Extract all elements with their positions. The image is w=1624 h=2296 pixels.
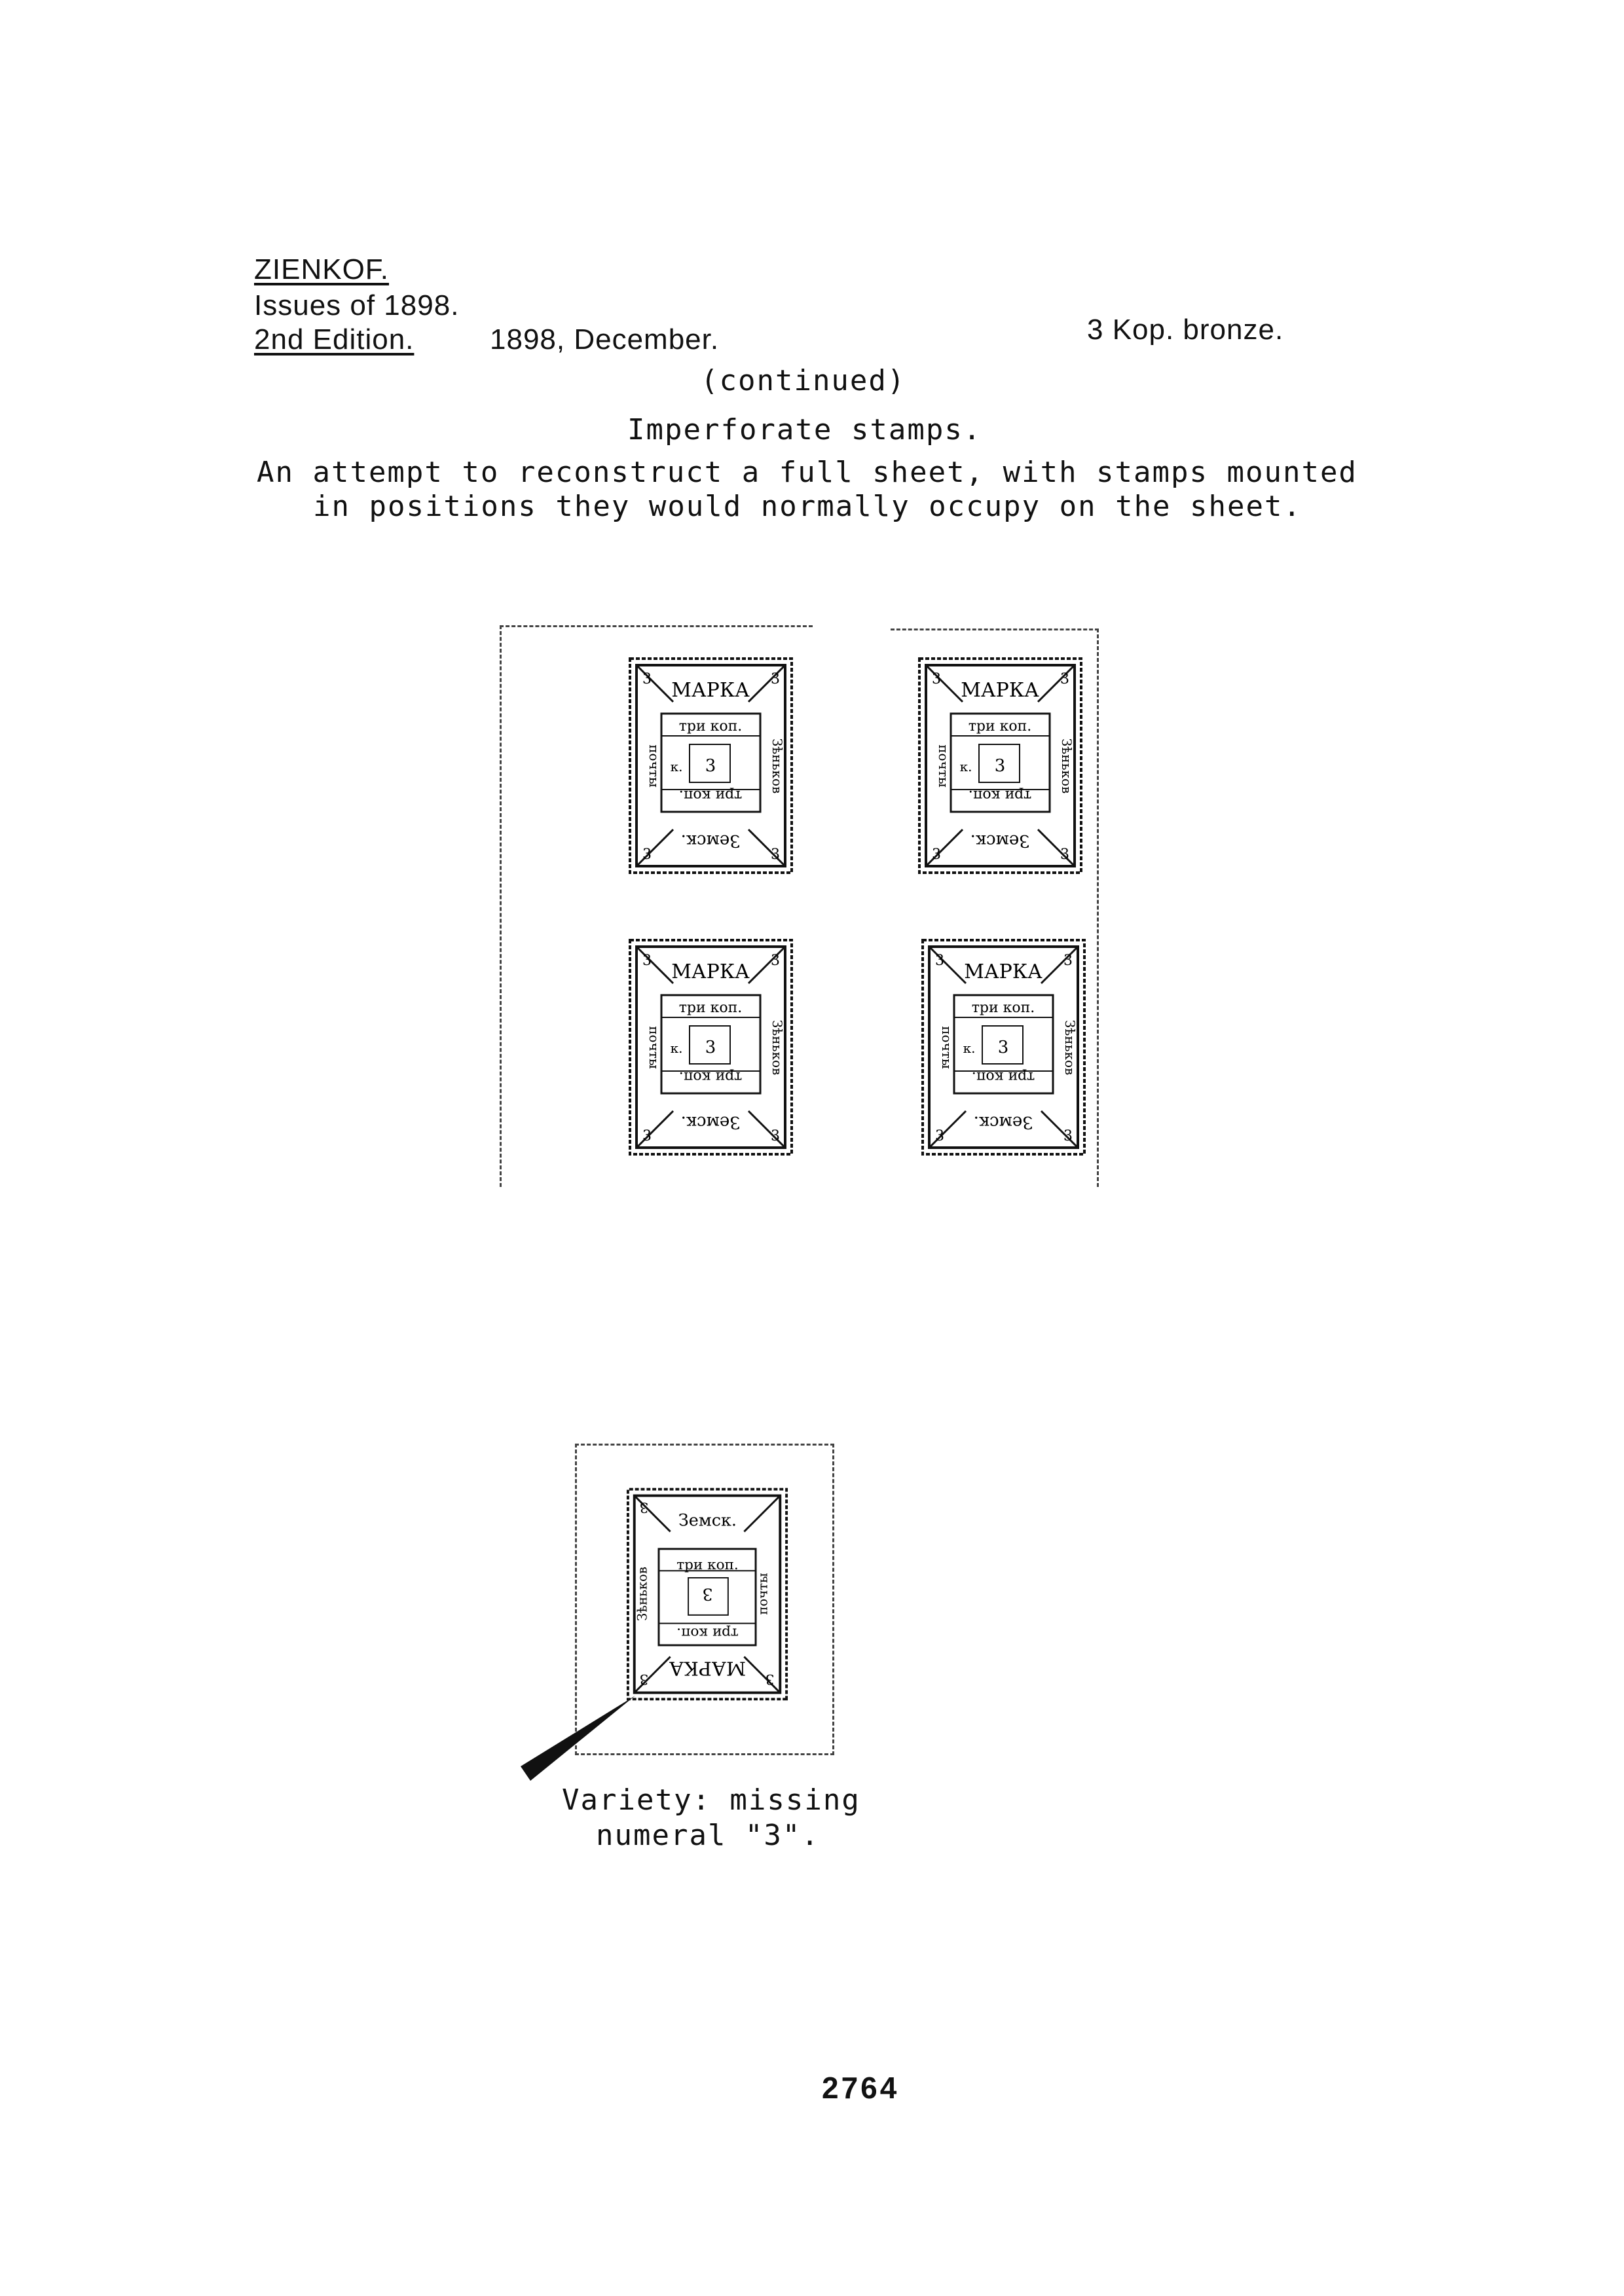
stamp-value-bottom: три коп.: [971, 1068, 1035, 1085]
stamp-value-top: три коп.: [678, 1000, 743, 1016]
stamp-graphic: [627, 656, 794, 875]
stamp-value-top: три коп.: [678, 718, 743, 735]
stamp-left-text: почты: [646, 1026, 662, 1069]
stamp-letter: к.: [963, 1040, 976, 1056]
stamp-corner: 3: [642, 847, 652, 863]
stamp-corner: 3: [771, 1128, 780, 1144]
stamp-right-text: Зѣньков: [635, 1567, 650, 1621]
stamp-3: [627, 938, 794, 1157]
stamp-corner: 3: [642, 671, 652, 687]
stamp-top-text: МАРКА: [671, 960, 750, 983]
edition-date: 1898, December.: [490, 323, 720, 355]
stamp-corner: 3: [1060, 847, 1069, 863]
stamp-corner: 3: [932, 847, 941, 863]
stamp-corner: 3: [639, 1671, 649, 1688]
stamp-top-text: МАРКА: [964, 960, 1043, 983]
stamp-value-top: три коп.: [676, 1624, 739, 1641]
stamp-right-text: Зѣньков: [769, 1019, 785, 1076]
stamp-corner: 3: [935, 953, 944, 969]
stamp-right-text: Зѣньков: [769, 738, 785, 794]
description-line-2: in positions they would normally occupy on the sheet.: [313, 490, 1302, 523]
stamp-left-text: почты: [936, 744, 951, 788]
stamp-corner: 3: [639, 1499, 649, 1516]
stamp-value-bottom: три коп.: [678, 1068, 743, 1085]
stamp-letter: к.: [670, 1040, 683, 1056]
stamp-top-text: МАРКА: [671, 679, 750, 702]
stamp-value-bottom: три коп.: [968, 787, 1032, 803]
subheading: Imperforate stamps.: [627, 413, 982, 446]
stamp-top-text: МАРКА: [669, 1657, 747, 1680]
stamp-numeral: 3: [994, 756, 1006, 776]
stamp-4: [920, 938, 1087, 1157]
stamp-corner: 3: [771, 847, 780, 863]
stamp-bottom-text: Земск.: [678, 1510, 737, 1531]
stamp-corner: 3: [642, 953, 652, 969]
stamp-right-text: Зѣньков: [1062, 1019, 1078, 1076]
stamp-value-top: три коп.: [971, 1000, 1035, 1016]
stamp-right-text: Зѣньков: [1059, 738, 1075, 794]
stamp-corner: 3: [771, 953, 780, 969]
page-title: ZIENKOF.: [254, 253, 390, 285]
stamp-left-text: почты: [755, 1573, 771, 1615]
stamp-letter: к.: [959, 759, 972, 774]
stamp-bottom-text: Земск.: [973, 1112, 1033, 1132]
stamp-corner: 3: [935, 1128, 944, 1144]
stamp-1: [627, 656, 794, 875]
issues-line: Issues of 1898.: [254, 289, 460, 321]
stamp-corner: 3: [1063, 953, 1073, 969]
continued-label: (continued): [701, 364, 906, 397]
stamp-value: 3 Kop. bronze.: [1087, 314, 1284, 346]
stamp-letter: к.: [670, 759, 683, 774]
stamp-corner: 3: [765, 1671, 775, 1688]
stamp-corner: 3: [1060, 671, 1069, 687]
stamp-value-bottom: три коп.: [678, 787, 743, 803]
stamp-left-text: почты: [646, 744, 662, 788]
variety-caption-line-1: Variety: missing: [562, 1783, 860, 1817]
stamp-corner: 3: [932, 671, 941, 687]
stamp-numeral: 3: [997, 1038, 1009, 1057]
stamp-corner: 3: [642, 1128, 652, 1144]
stamp-2: [917, 656, 1084, 875]
stamp-bottom-text: Земск.: [680, 831, 741, 850]
stamp-left-text: почты: [939, 1026, 955, 1069]
stamp-graphic: [920, 938, 1087, 1157]
stamp-corner: 3: [771, 671, 780, 687]
stamp-numeral: 3: [705, 756, 716, 776]
stamp-variety: [625, 1486, 789, 1702]
stamp-bottom-text: Земск.: [970, 831, 1030, 850]
stamp-numeral: 3: [702, 1584, 713, 1604]
variety-caption-line-2: numeral "3".: [596, 1819, 820, 1852]
pointer-arrow-icon: [511, 1689, 642, 1794]
stamp-graphic: [917, 656, 1084, 875]
stamp-top-text: МАРКА: [961, 679, 1039, 702]
stamp-graphic: [627, 938, 794, 1157]
stamp-bottom-text: Земск.: [680, 1112, 741, 1132]
stamp-numeral: 3: [705, 1038, 716, 1057]
stamp-corner: 3: [1063, 1128, 1073, 1144]
edition-label: 2nd Edition.: [254, 323, 415, 355]
stamp-graphic: [625, 1486, 789, 1702]
stamp-value-bottom: три коп.: [676, 1557, 739, 1574]
description-line-1: An attempt to reconstruct a full sheet, with stamps mounted: [257, 456, 1357, 489]
page-number: 2764: [822, 2071, 900, 2105]
stamp-value-top: три коп.: [968, 718, 1032, 735]
